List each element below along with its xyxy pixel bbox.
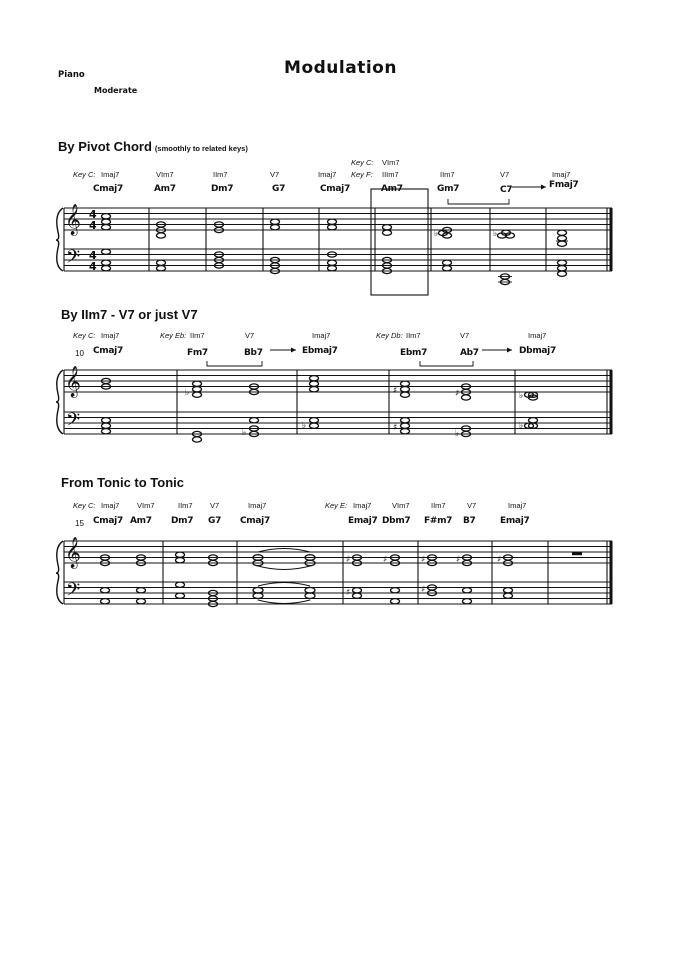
chord-symbol: Cmaj7 [320, 184, 350, 194]
flat-icon: ♭ [455, 429, 460, 439]
brace-icon [56, 208, 63, 271]
arrowhead-icon [291, 348, 296, 353]
chord-symbol: Ebm7 [400, 348, 428, 358]
bracket [448, 199, 509, 204]
chord-symbol: Cmaj7 [93, 184, 123, 194]
roman-numeral: IIm7 [178, 501, 193, 510]
sharp-icon: ♯ [497, 555, 502, 565]
chord-symbol: Cmaj7 [93, 346, 123, 356]
roman-numeral: V7 [245, 331, 255, 340]
staff-lines [64, 541, 612, 604]
flat-icon: ♭ [302, 421, 307, 431]
roman-numeral: Imaj7 [312, 331, 331, 340]
chord-symbol: Emaj7 [348, 516, 378, 526]
roman-numeral: V7 [467, 501, 477, 510]
chord-symbol: Cmaj7 [93, 516, 123, 526]
flat-icon: ♭ [493, 229, 498, 239]
chord-symbol: Am7 [130, 516, 152, 526]
flat-icon: ♭ [242, 428, 247, 438]
ties [258, 549, 310, 604]
roman-numeral: V7 [270, 170, 280, 179]
roman-numeral: Imaj7 [528, 331, 547, 340]
roman-numeral: IIm7 [431, 501, 446, 510]
page-title: Modulation [284, 58, 397, 78]
system-2 [56, 348, 612, 443]
roman-numeral: V7 [460, 331, 470, 340]
roman-numeral: IIm7 [440, 170, 455, 179]
roman-numeral: Imaj7 [353, 501, 372, 510]
sharp-icon: ♯ [383, 555, 388, 565]
key-label: Key C: [73, 170, 96, 179]
chord-symbol: G7 [208, 516, 222, 526]
tempo-marking: Moderate [94, 86, 138, 95]
chord-symbol: Fm7 [187, 348, 208, 358]
section-heading-pivot: By Pivot Chord (smoothly to related keys) [58, 139, 248, 154]
section-heading-tonic: From Tonic to Tonic [61, 475, 185, 490]
roman-numeral: Imaj7 [101, 501, 120, 510]
key-label: Key Eb: [160, 331, 187, 340]
roman-numeral: Imaj7 [508, 501, 527, 510]
whole-rest-icon [572, 552, 582, 555]
treble-clef-icon: 𝄞 [65, 204, 81, 235]
sharp-icon: ♯ [346, 555, 351, 565]
bracket [207, 361, 262, 366]
key-label: Key C: [351, 158, 374, 167]
measure-number: 15 [75, 519, 84, 528]
system-1 [56, 185, 612, 296]
bass-clef-icon: 𝄢 [66, 247, 81, 272]
roman-numeral: IIm7 [213, 170, 228, 179]
roman-numeral: IIIm7 [382, 170, 399, 179]
instrument-label: Piano [58, 70, 85, 80]
measure-number: 10 [75, 349, 84, 358]
section-heading-iim7-v7: By IIm7 - V7 or just V7 [61, 307, 198, 322]
chord-symbol: Dm7 [171, 516, 194, 526]
sharp-icon: ♯ [421, 555, 426, 565]
flat-icon: ♭ [185, 388, 190, 398]
key-label: Key F: [351, 170, 373, 179]
chord-symbol: Am7 [381, 184, 403, 194]
flat-icon: ♯ [393, 386, 398, 396]
time-signature-denominator: 4 [89, 219, 97, 232]
brace-icon [56, 370, 63, 434]
chord-symbol: Dbm7 [382, 516, 411, 526]
brace-icon [56, 541, 63, 604]
chord-symbol: B7 [463, 516, 476, 526]
barlines [64, 541, 611, 604]
roman-numeral: VIm7 [137, 501, 155, 510]
barlines [64, 208, 611, 271]
chord-symbol: Gm7 [437, 184, 460, 194]
chord-noteheads [102, 376, 538, 442]
time-signature-numerator: 4 [89, 249, 97, 262]
chord-symbol: Dbmaj7 [519, 346, 556, 356]
flat-icon: ♭ [434, 229, 439, 239]
chord-symbol: C7 [500, 185, 513, 195]
key-label: Key C: [73, 331, 96, 340]
roman-numeral: Imaj7 [101, 331, 120, 340]
sharp-icon: ♯ [346, 588, 351, 598]
chord-symbol: G7 [272, 184, 286, 194]
chord-symbol: Emaj7 [500, 516, 530, 526]
roman-numeral: Imaj7 [552, 170, 571, 179]
time-signature-denominator: 4 [89, 260, 97, 273]
roman-numeral: VIm7 [392, 501, 410, 510]
system-3 [56, 536, 612, 607]
arrowhead-icon [507, 348, 512, 353]
bass-clef-icon: 𝄢 [66, 410, 81, 435]
roman-numeral: Imaj7 [248, 501, 267, 510]
bracket [420, 361, 473, 366]
key-label: Key C: [73, 501, 96, 510]
flat-icon: ♭ [519, 391, 524, 401]
chord-symbol: F#m7 [424, 516, 453, 526]
roman-numeral: VIm7 [156, 170, 174, 179]
chord-symbol: Bb7 [244, 348, 263, 358]
chord-symbol: Am7 [154, 184, 176, 194]
chord-symbol: Fmaj7 [549, 180, 579, 190]
chord-symbol: Dm7 [211, 184, 234, 194]
flat-icon: ♯ [393, 423, 398, 433]
roman-numeral: VIm7 [382, 158, 400, 167]
sharp-icon: ♯ [456, 555, 461, 565]
key-label: Key Db: [376, 331, 403, 340]
chord-symbol: Ebmaj7 [302, 346, 338, 356]
roman-numeral: Imaj7 [318, 170, 337, 179]
chord-symbol: Cmaj7 [240, 516, 270, 526]
roman-numeral: V7 [500, 170, 510, 179]
time-signature-numerator: 4 [89, 208, 97, 221]
pivot-chord-box [371, 189, 428, 295]
flat-icon: ♯ [455, 389, 460, 399]
treble-clef-icon: 𝄞 [65, 366, 81, 397]
staff-lines [64, 208, 612, 271]
roman-numeral: Imaj7 [101, 170, 120, 179]
flat-icon: ♭ [519, 421, 524, 431]
roman-numeral: IIm7 [406, 331, 421, 340]
sharp-icon: ♯ [421, 585, 426, 595]
key-label: Key E: [325, 501, 348, 510]
roman-numeral: IIm7 [190, 331, 205, 340]
treble-clef-icon: 𝄞 [65, 537, 81, 568]
bass-clef-icon: 𝄢 [66, 580, 81, 605]
roman-numeral: V7 [210, 501, 220, 510]
arrowhead-icon [541, 185, 546, 190]
chord-symbol: Ab7 [460, 348, 479, 358]
